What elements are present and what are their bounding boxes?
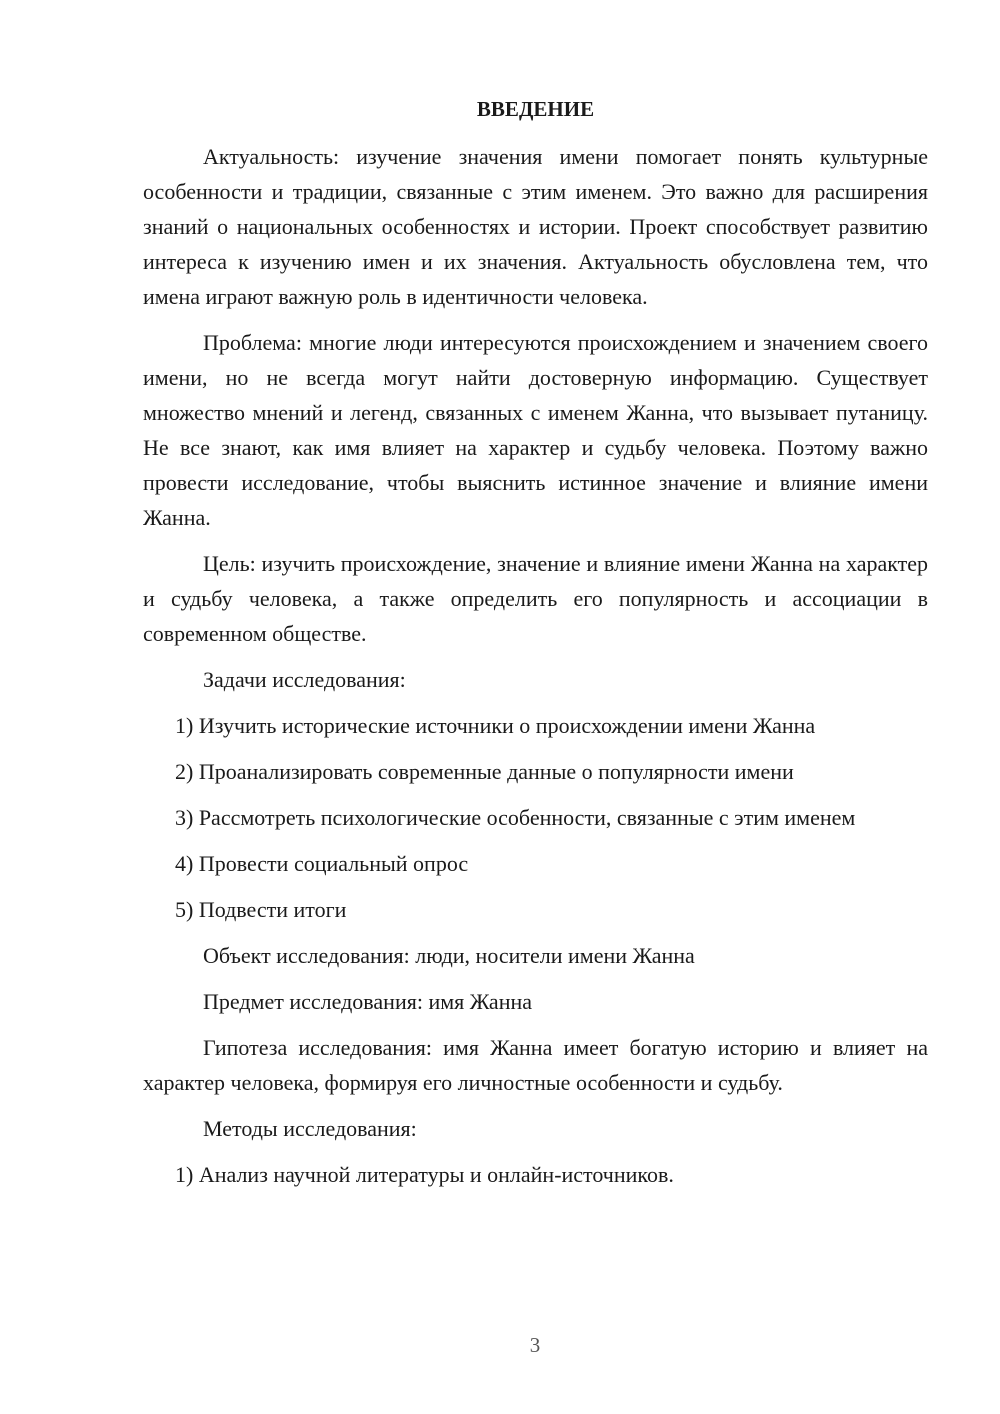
methods-heading: Методы исследования: [203, 1116, 417, 1141]
method-item-1: 1) Анализ научной литературы и онлайн-источников. [175, 1162, 674, 1187]
document-page [143, 92, 928, 1203]
goal-paragraph: Цель: изучить происхождение, значение и влияние имени Жанна на характер и судьбу человека, а также определить его популярность и ассоциации в современном обществе. [143, 551, 928, 646]
task-item-5: 5) Подвести итоги [175, 897, 347, 922]
hypothesis-paragraph: Гипотеза исследования: имя Жанна имеет богатую историю и влияет на характер человека, формируя его личностные особенности и судьбу. [143, 1035, 928, 1095]
tasks-heading: Задачи исследования: [203, 667, 406, 692]
page-number: 3 [529, 1333, 541, 1357]
relevance-paragraph: Актуальность: изучение значения имени помогает понять культурные особенности и традиции, связанные с этим именем. Это важно для расширения знаний о национальных особенностях и истории. Проект способствует развитию интереса к изучению имен и их значения. Актуальность обусловлена тем, что имена играют важную роль в идентичности человека. [143, 144, 928, 309]
task-item-1: 1) Изучить исторические источники о происхождении имени Жанна [175, 713, 816, 738]
page-title: ВВЕДЕНИЕ [476, 97, 595, 121]
object-paragraph: Объект исследования: люди, носители имени Жанна [203, 943, 695, 968]
subject-paragraph: Предмет исследования: имя Жанна [203, 989, 533, 1014]
problem-paragraph: Проблема: многие люди интересуются происхождением и значением своего имени, но не всегда могут найти достоверную информацию. Существует множество мнений и легенд, связанных с именем Жанна, что вызывает путаницу. Не все знают, как имя влияет на характер и судьбу человека. Поэтому важно провести исследование, чтобы выяснить истинное значение и влияние имени Жанна. [143, 330, 928, 530]
task-item-4: 4) Провести социальный опрос [175, 851, 469, 876]
task-item-2: 2) Проанализировать современные данные о популярности имени [175, 759, 794, 784]
task-item-3: 3) Рассмотреть психологические особенности, связанные с этим именем [175, 805, 856, 830]
